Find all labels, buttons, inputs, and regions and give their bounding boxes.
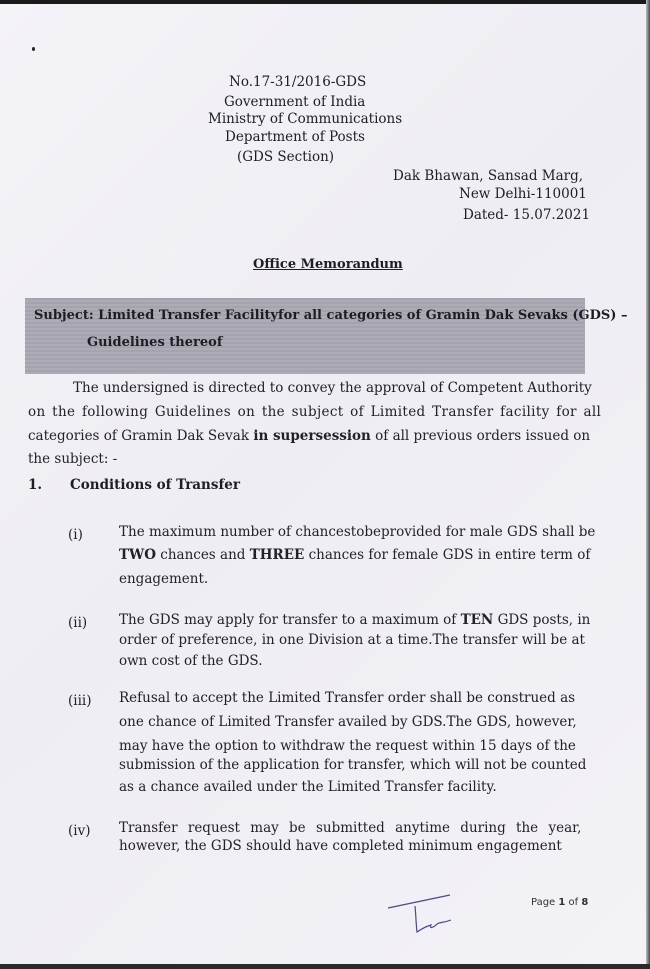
item-ii-line-3: own cost of the GDS. bbox=[119, 653, 263, 669]
intro-emphasis: in supersession bbox=[253, 428, 371, 444]
item-iii-line-1: Refusal to accept the Limited Transfer order shall be construed as bbox=[119, 690, 576, 706]
signature-icon bbox=[385, 890, 465, 940]
section-number: 1. bbox=[28, 477, 43, 493]
scan-top-border bbox=[0, 0, 650, 4]
department-name: Department of Posts bbox=[225, 129, 365, 145]
document-title: Office Memorandum bbox=[253, 257, 403, 272]
item-i-line-1: The maximum number of chancestobeprovided for male GDS shall be bbox=[119, 524, 596, 540]
item-i-line-2 bbox=[119, 547, 590, 563]
item-iii-line-3: may have the option to withdraw the request within 15 days of the bbox=[119, 738, 576, 754]
ministry-name: Ministry of Communications bbox=[208, 111, 403, 127]
subject-line-2: Guidelines thereof bbox=[87, 335, 223, 350]
dated: Dated- 15.07.2021 bbox=[463, 207, 591, 223]
item-ii-line-1 bbox=[119, 612, 590, 628]
item-text: GDS posts, in bbox=[493, 612, 591, 628]
subject-text: Limited Transfer Facilityfor all categories of Gramin Dak Sevaks (GDS) – bbox=[98, 308, 628, 323]
item-iv-line-1: Transfer request may be submitted anytime during the year, bbox=[119, 820, 582, 836]
item-text: chances for female GDS in entire term of bbox=[304, 547, 591, 563]
item-iii-line-2: one chance of Limited Transfer availed by GDS.The GDS, however, bbox=[119, 714, 577, 730]
intro-line-2: on the following Guidelines on the subject of Limited Transfer facility for all bbox=[28, 404, 602, 420]
subject-label: Subject: bbox=[34, 308, 94, 323]
page-total: 8 bbox=[581, 897, 589, 908]
emphasis-three: THREE bbox=[249, 547, 305, 563]
item-text: chances and bbox=[155, 547, 250, 563]
intro-line-3 bbox=[28, 428, 590, 444]
intro-text: categories of Gramin Dak Sevak bbox=[28, 428, 254, 444]
scan-right-border bbox=[646, 0, 650, 969]
item-label-iii: (iii) bbox=[68, 693, 92, 709]
address-line2: New Delhi-110001 bbox=[459, 186, 587, 202]
government-name: Government of India bbox=[224, 94, 366, 110]
section-name: (GDS Section) bbox=[237, 149, 335, 165]
page-current: 1 bbox=[558, 897, 566, 908]
file-number: No.17-31/2016-GDS bbox=[229, 74, 367, 90]
address-line1: Dak Bhawan, Sansad Marg, bbox=[393, 168, 584, 184]
page-prefix: Page bbox=[531, 897, 559, 908]
item-iv-line-2: however, the GDS should have completed minimum engagement bbox=[119, 838, 562, 854]
intro-line-1: The undersigned is directed to convey the approval of Competent Authority bbox=[73, 380, 592, 396]
subject-line-1 bbox=[34, 308, 627, 323]
intro-text: of all previous orders issued on bbox=[370, 428, 591, 444]
page-of: of bbox=[565, 897, 582, 908]
item-iii-line-4: submission of the application for transfer, which will not be counted bbox=[119, 757, 587, 773]
page-indicator bbox=[531, 897, 588, 908]
scan-speck bbox=[32, 47, 35, 51]
item-i-line-3: engagement. bbox=[119, 571, 209, 587]
intro-line-4: the subject: - bbox=[28, 451, 118, 467]
subject-band bbox=[25, 298, 628, 374]
item-iii-line-5: as a chance availed under the Limited Transfer facility. bbox=[119, 779, 497, 795]
emphasis-two: TWO bbox=[119, 547, 156, 563]
section-title: Conditions of Transfer bbox=[70, 477, 240, 493]
item-label-i: (i) bbox=[68, 527, 83, 543]
item-label-ii: (ii) bbox=[68, 615, 88, 631]
item-label-iv: (iv) bbox=[68, 823, 91, 839]
item-text: The GDS may apply for transfer to a maximum of bbox=[119, 612, 461, 628]
scan-bottom-border bbox=[0, 964, 650, 969]
item-ii-line-2: order of preference, in one Division at a time.The transfer will be at bbox=[119, 632, 585, 648]
emphasis-ten: TEN bbox=[460, 612, 494, 628]
